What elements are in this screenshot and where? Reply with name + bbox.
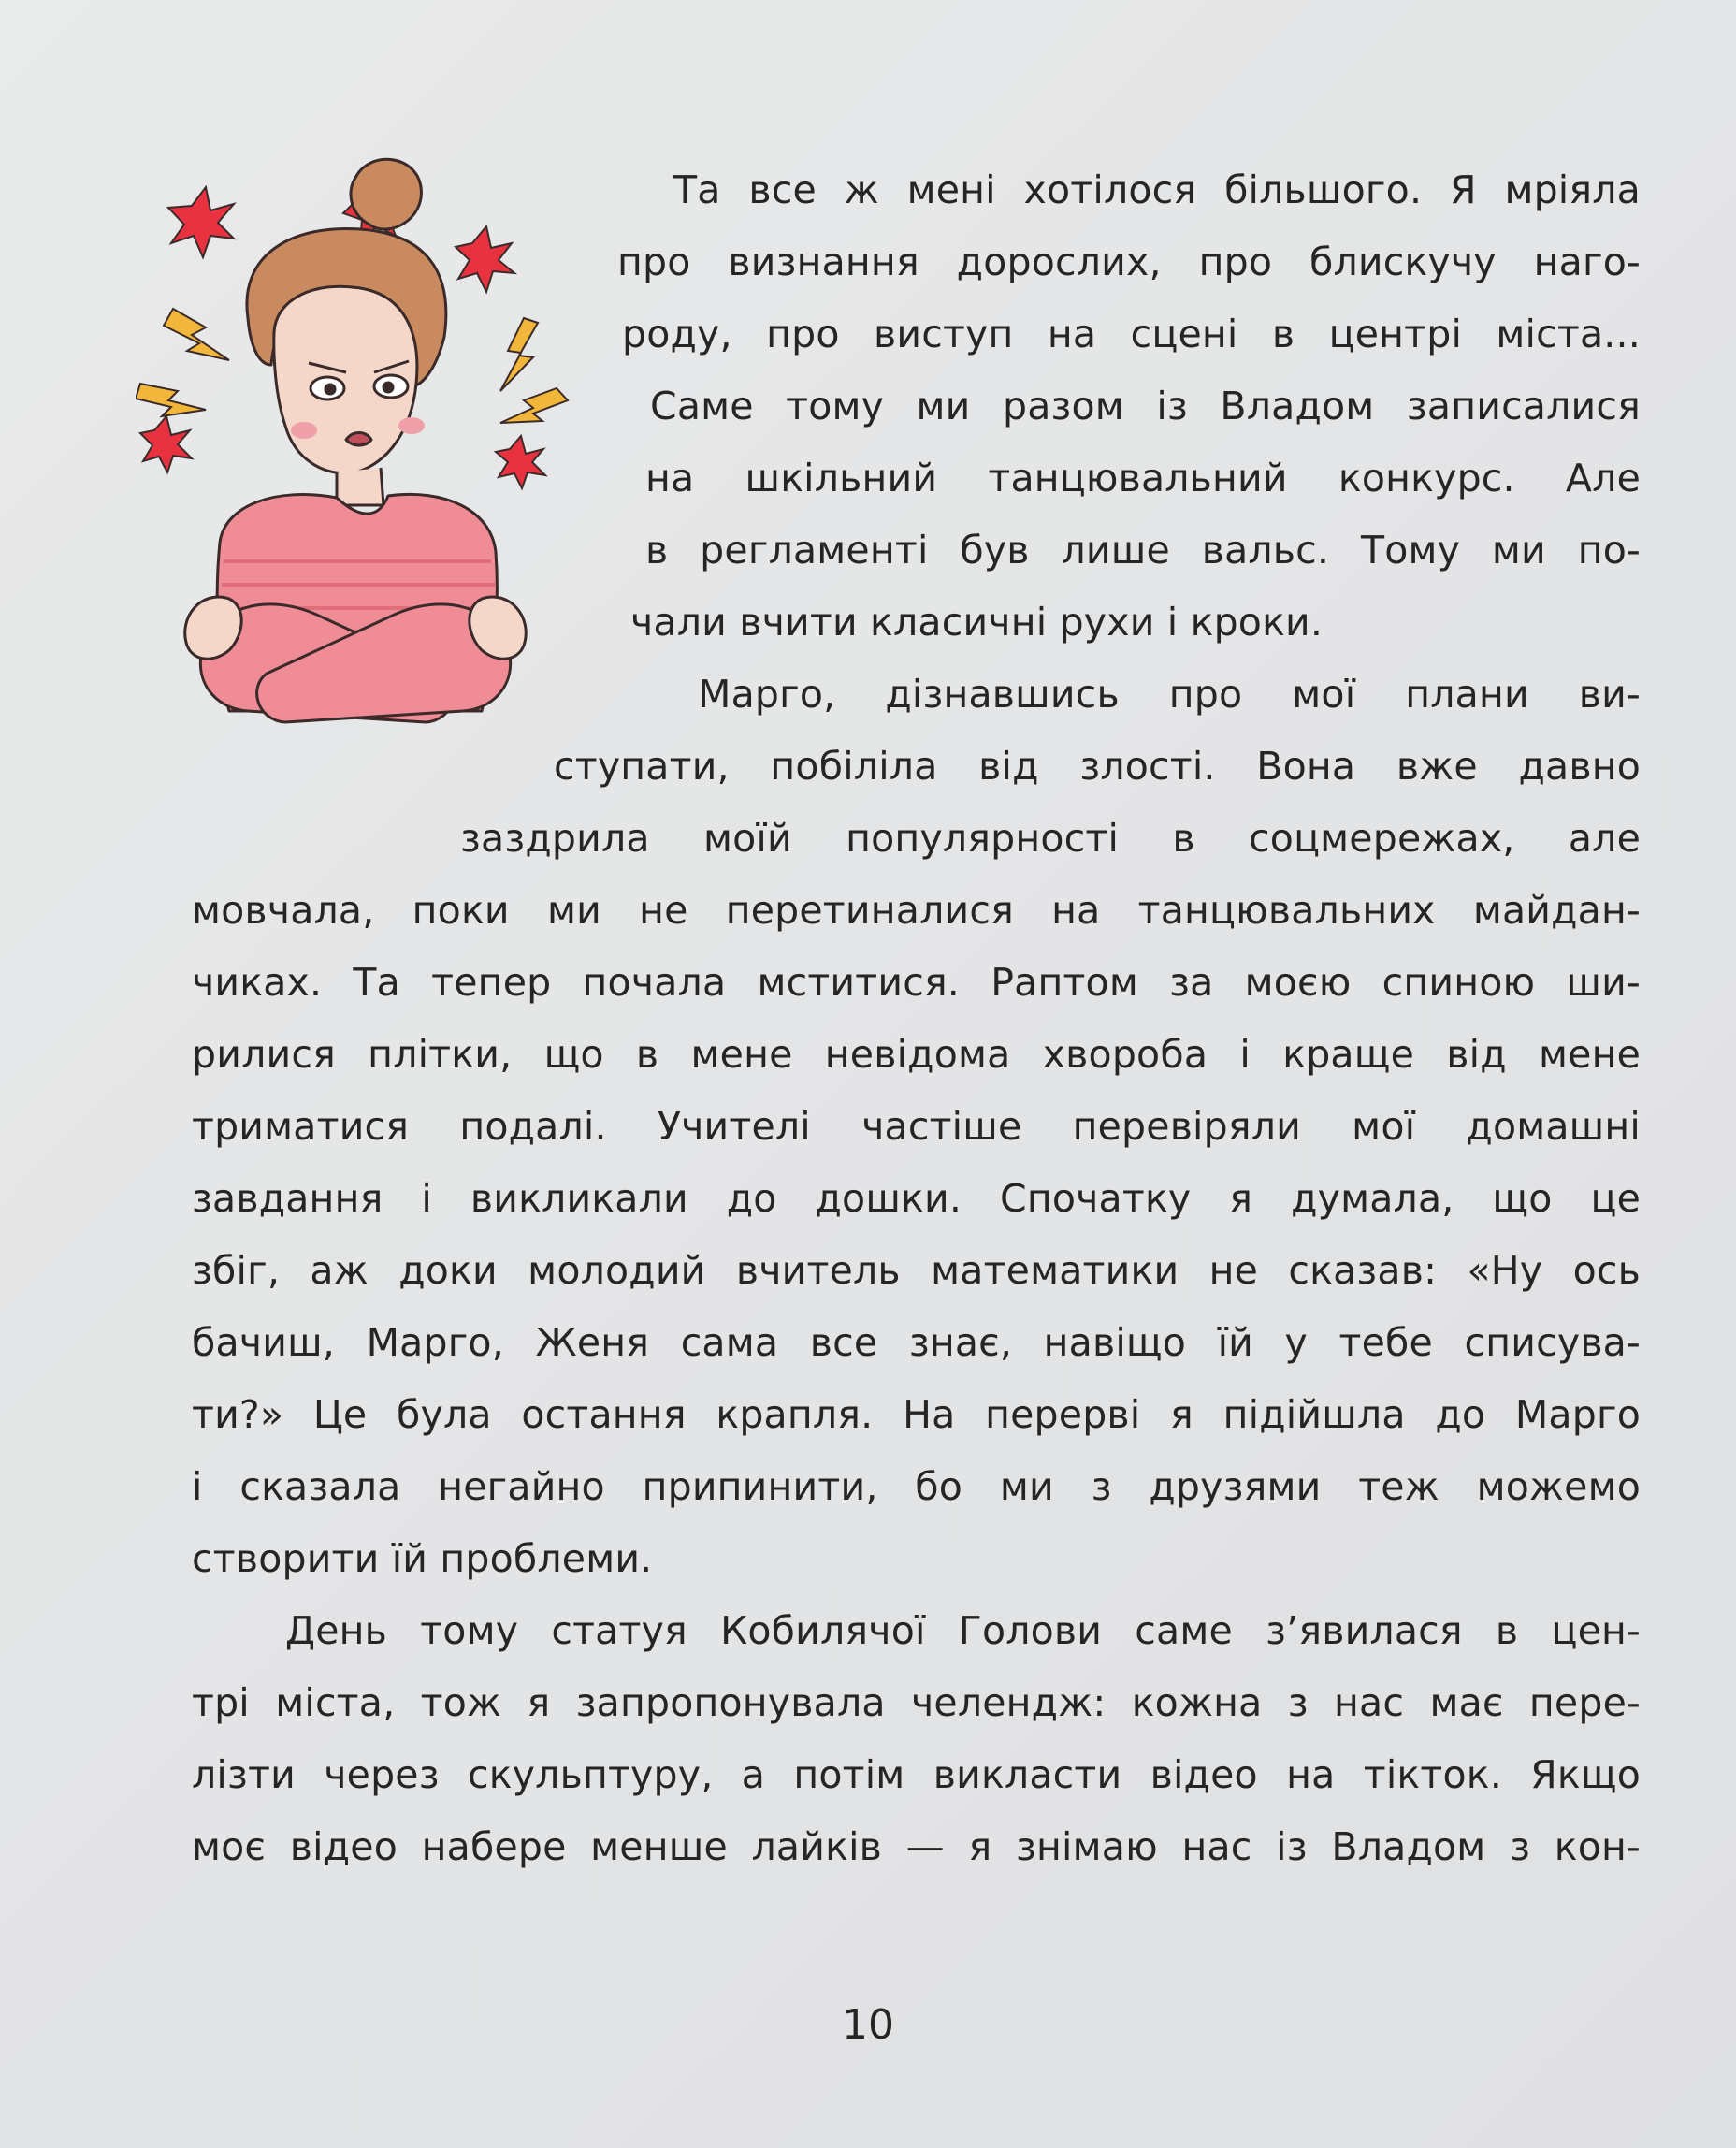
page-number: 10: [842, 2001, 894, 2049]
text-line: мовчала, поки ми не перетиналися на танцювальних майдан-: [192, 888, 1641, 933]
text-line: День тому статуя Кобилячої Голови саме з’явилася в цен-: [285, 1608, 1641, 1653]
text-line: рилися плітки, що в мене невідома хвороба і краще від мене: [192, 1032, 1641, 1077]
text-line: бачиш, Марго, Женя сама все знає, навіщо їй у тебе списува-: [192, 1320, 1641, 1365]
text-line: ступати, побіліла від злості. Вона вже давно: [554, 744, 1641, 789]
lightning-icon: [500, 318, 538, 391]
lightning-icon: [500, 388, 568, 423]
text-line: на шкільний танцювальний конкурс. Але: [645, 456, 1641, 501]
text-line: моє відео набере менше лайків — я знімаю нас із Владом з кон-: [192, 1824, 1641, 1869]
text-line: Саме тому ми разом із Владом записалися: [650, 384, 1641, 428]
text-line: лізти через скульптуру, а потім викласти відео на тікток. Якщо: [192, 1752, 1641, 1797]
text-line: трі міста, тож я запропонувала челендж: кожна з нас має пере-: [192, 1680, 1641, 1725]
text-line: ти?» Це була остання крапля. На перерві я підійшла до Марго: [192, 1392, 1641, 1437]
red-burst-icon: [456, 226, 514, 292]
text-line: чиках. Та тепер почала мститися. Раптом за моєю спиною ши-: [192, 960, 1641, 1005]
text-line: заздрила моїй популярності в соцмережах, але: [460, 816, 1641, 861]
lightning-icon: [164, 309, 229, 360]
hair-bun: [351, 159, 421, 229]
text-line: збіг, аж доки молодий вчитель математики не сказав: «Ну ось: [192, 1248, 1641, 1293]
text-line: роду, про виступ на сцені в центрі міста...: [622, 312, 1641, 356]
lightning-icon: [136, 384, 206, 416]
text-line: створити їй проблеми.: [192, 1536, 653, 1581]
text-line: чали вчити класичні рухи і кроки.: [630, 600, 1324, 645]
text-line: і сказала негайно припинити, бо ми з друзями теж можемо: [192, 1464, 1641, 1509]
red-burst-icon: [496, 436, 545, 488]
text-line: Марго, дізнавшись про мої плани ви-: [698, 672, 1641, 717]
angry-girl-illustration: [136, 150, 575, 748]
text-line: Та все ж мені хотілося більшого. Я мріяла: [673, 167, 1641, 212]
text-line: в регламенті був лише вальс. Тому ми по-: [645, 528, 1641, 573]
text-line: про визнання дорослих, про блискучу наго-: [617, 239, 1641, 284]
red-burst-icon: [140, 416, 192, 472]
text-line: завдання і викликали до дошки. Спочатку я думала, що це: [192, 1176, 1641, 1221]
red-burst-icon: [168, 187, 234, 257]
text-line: триматися подалі. Учителі частіше перевіряли мої домашні: [192, 1104, 1641, 1149]
